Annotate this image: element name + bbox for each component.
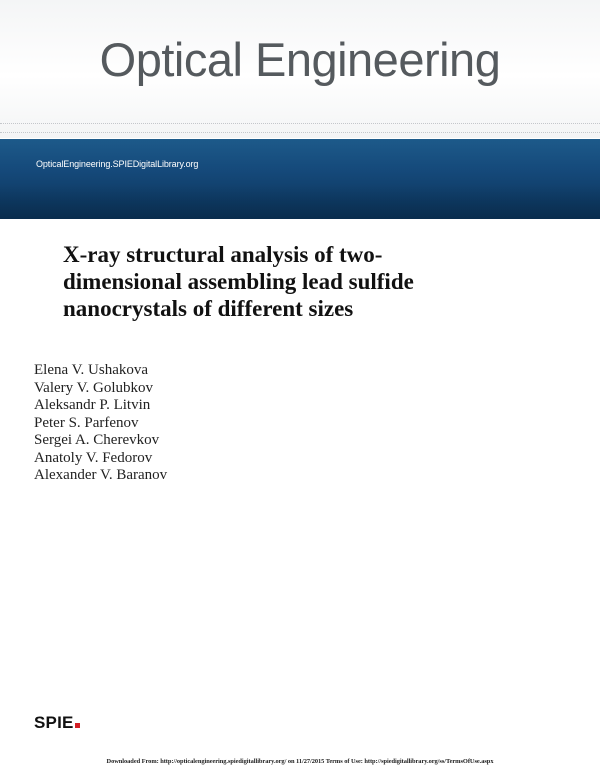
header-divider-top: [0, 123, 600, 124]
journal-banner-shade: [0, 184, 600, 219]
author-name: Valery V. Golubkov: [34, 379, 154, 396]
article-title: [63, 241, 563, 322]
author-name: Elena V. Ushakova: [34, 362, 149, 378]
author-name: Alexander V. Baranov: [34, 467, 168, 483]
spie-logo: [34, 713, 80, 733]
article-title-line: nanocrystals of different sizes: [63, 296, 354, 321]
author-name: Anatoly V. Fedorov: [34, 449, 153, 466]
author-name: Sergei A. Cherevkov: [34, 432, 160, 448]
logo-dot-icon: [75, 723, 80, 728]
author-name: Aleksandr P. Litvin: [34, 397, 151, 413]
journal-title: Optical Engineering: [99, 33, 501, 86]
author-name: Peter S. Parfenov: [34, 414, 139, 431]
article-title-line: dimensional assembling lead sulfide: [63, 269, 414, 294]
article-title-line: X-ray structural analysis of two-: [63, 242, 383, 267]
author-list: [34, 362, 167, 485]
journal-url[interactable]: OpticalEngineering.SPIEDigitalLibrary.org: [36, 159, 199, 169]
header-divider-bottom: [0, 132, 600, 133]
spie-logo-text: SPIE: [34, 713, 74, 732]
download-notice: Downloaded From: http://opticalengineering.spiedigitallibrary.org/ on 11/27/2015 Terms of Use: http://spiedigitallibrary.org/ss/TermsOfUse.aspx: [106, 758, 494, 765]
